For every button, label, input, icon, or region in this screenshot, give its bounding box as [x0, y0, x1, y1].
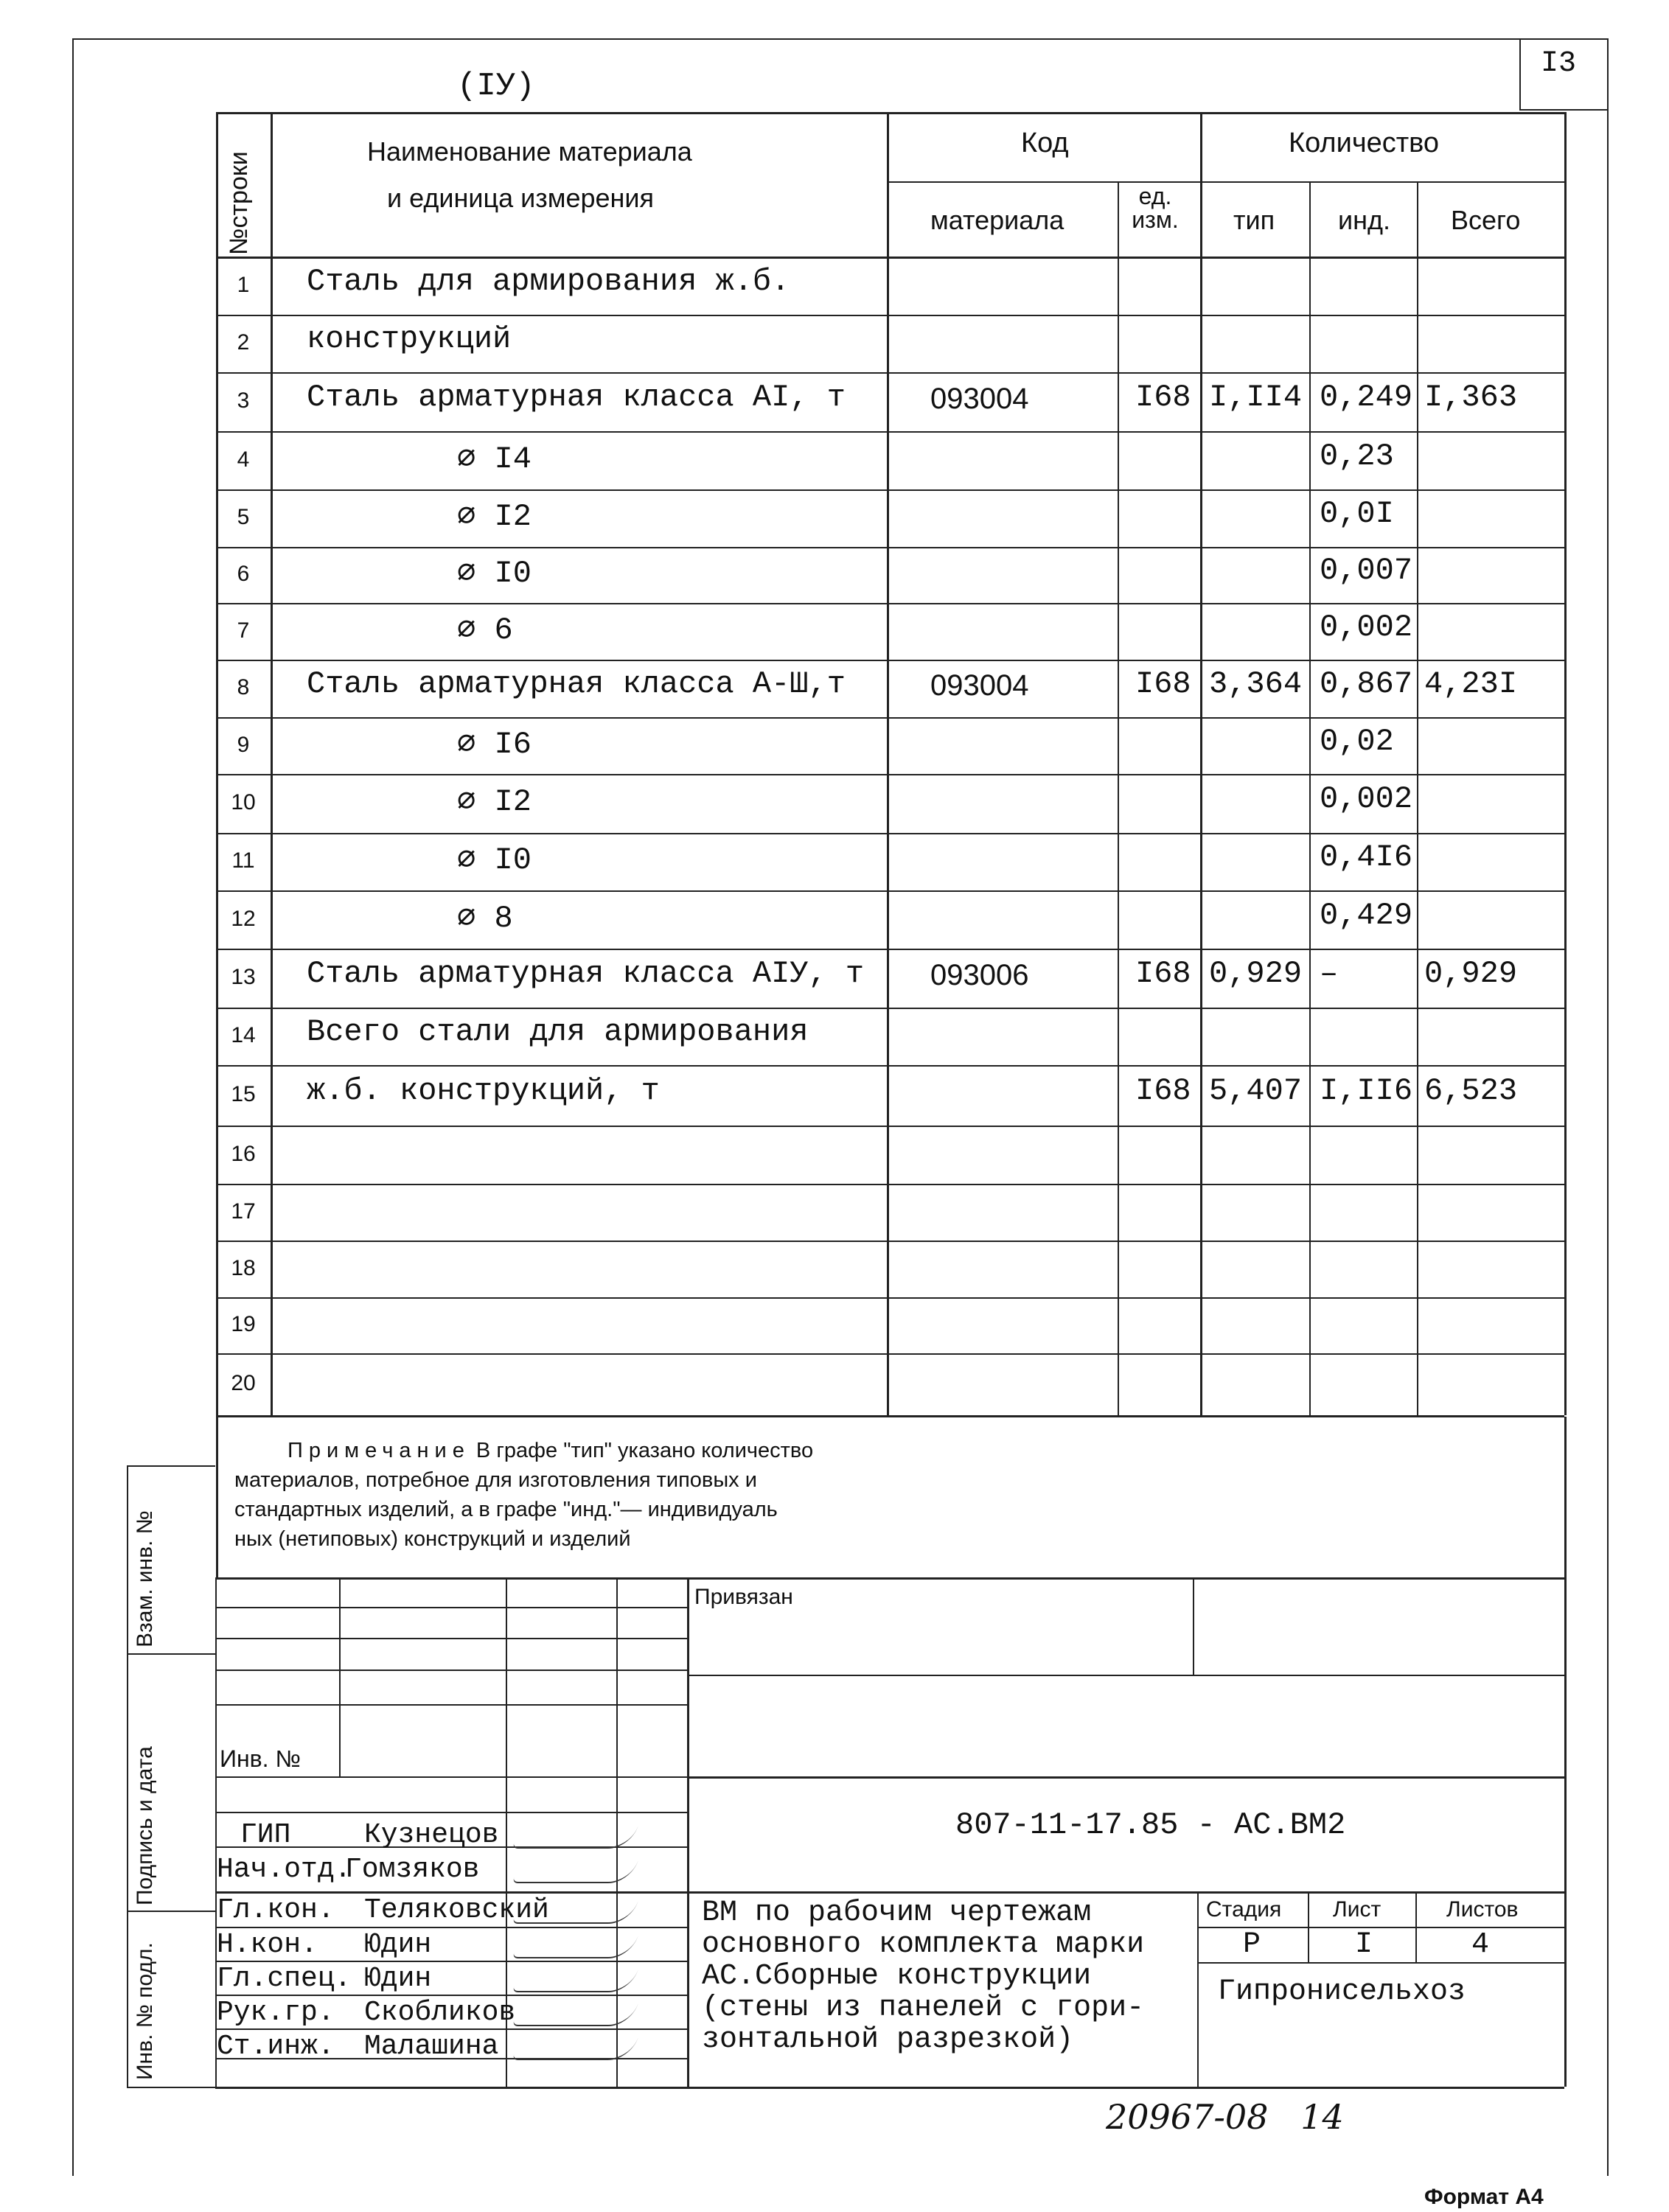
- document-title: [702, 1897, 1144, 2056]
- row-number: 18: [231, 1255, 256, 1280]
- signature-scribble: [512, 1827, 638, 1849]
- sheet-corner-number: I3: [1541, 47, 1577, 80]
- unit-code: I68: [1135, 666, 1191, 702]
- doc-title-line5: зонтальной разрезкой): [702, 2023, 1074, 2056]
- col-divider: [1200, 112, 1202, 1415]
- row-divider: [216, 315, 1564, 316]
- qty-ind: 0,429: [1320, 897, 1413, 933]
- row-number: 14: [231, 1023, 256, 1047]
- row-divider: [216, 660, 1564, 661]
- row-number: 12: [231, 906, 256, 931]
- qty-ind: 0,4I6: [1320, 840, 1413, 875]
- sheets-value: 4: [1471, 1928, 1490, 1961]
- staff-role: Гл.спец.: [217, 1963, 352, 1995]
- frame-left: [72, 38, 74, 2176]
- row-number: 15: [231, 1082, 256, 1106]
- stage-label: Стадия: [1206, 1897, 1282, 1922]
- qty-ind: –: [1320, 956, 1339, 991]
- row-number: 5: [237, 505, 250, 529]
- side-label-vzam-inv: Взам. инв. №: [133, 1510, 157, 1647]
- row-number: 13: [231, 965, 256, 989]
- material-name: ∅ I2: [457, 784, 532, 820]
- format-label: Формат А4: [1424, 2185, 1544, 2209]
- header-code: Код: [1021, 128, 1069, 158]
- row-number: 7: [237, 618, 250, 643]
- section-code: (IУ): [457, 68, 535, 105]
- unit-code: I68: [1135, 956, 1191, 991]
- row-divider: [216, 1241, 1564, 1242]
- row-number: 11: [231, 848, 255, 873]
- header-bottom-border: [216, 257, 1564, 259]
- staff-name: Гомзяков: [345, 1854, 480, 1885]
- header-row-number: №строки: [225, 151, 253, 255]
- staff-role: Гл.кон.: [217, 1894, 335, 1926]
- material-name: ∅ 8: [457, 900, 513, 936]
- frame-right: [1607, 38, 1609, 2176]
- material-name: ∅ 6: [457, 612, 513, 648]
- qty-ind: 0,002: [1320, 781, 1413, 817]
- staff-name: Кузнецов: [364, 1819, 499, 1851]
- staff-role: Ст.инж.: [217, 2031, 335, 2062]
- row-divider: [216, 774, 1564, 775]
- note-line2: материалов, потребное для изготовления типовых и: [234, 1468, 757, 1492]
- staff-role: ГИП: [240, 1819, 291, 1851]
- row-number: 19: [231, 1312, 256, 1336]
- col-divider: [1417, 181, 1418, 1415]
- unit-code: I68: [1135, 380, 1191, 415]
- signature-scribble: [512, 1936, 638, 1958]
- row-number: 9: [237, 732, 250, 757]
- side-label-podpis-data: Подпись и дата: [133, 1746, 157, 1905]
- row-divider: [216, 603, 1564, 604]
- row-divider: [216, 890, 1564, 892]
- row-divider: [216, 717, 1564, 719]
- header-qty-total: Всего: [1451, 205, 1521, 235]
- qty-ind: 0,02: [1320, 723, 1394, 759]
- qty-ind: 0,0I: [1320, 496, 1394, 531]
- row-divider: [216, 1353, 1564, 1355]
- row-number: 17: [231, 1199, 256, 1224]
- row-divider: [216, 949, 1564, 950]
- qty-ind: 0,249: [1320, 380, 1413, 415]
- header-code-unit: ед. изм.: [1132, 183, 1179, 233]
- signature-scribble: [512, 1902, 638, 1924]
- sheet-value: I: [1355, 1928, 1373, 1961]
- material-name: ∅ I0: [457, 842, 532, 878]
- footer-handwritten-number: 20967-08 14: [1106, 2097, 1344, 2137]
- col-divider: [1118, 181, 1119, 1415]
- doc-title-line4: (стены из панелей с гори-: [702, 1992, 1145, 2025]
- row-number: 20: [231, 1371, 256, 1395]
- material-name: Сталь арматурная класса А-Ш,т: [307, 666, 846, 702]
- header-name-line1: Наименование материала: [367, 136, 692, 167]
- document-code: 807-11-17.85 - АС.ВМ2: [955, 1807, 1346, 1843]
- sheets-label: Листов: [1446, 1897, 1519, 1922]
- header-sub-divider: [887, 181, 1564, 183]
- staff-name: Малашина: [364, 2031, 499, 2062]
- qty-type: 5,407: [1209, 1073, 1303, 1109]
- material-name: Сталь арматурная класса AIУ, т: [307, 956, 865, 991]
- header-name-line2: и единица измерения: [387, 183, 655, 213]
- header-qty-type: тип: [1233, 205, 1275, 235]
- qty-type: 3,364: [1209, 666, 1303, 702]
- material-name: ∅ I2: [457, 499, 532, 534]
- row-divider: [216, 1065, 1564, 1067]
- staff-role: Нач.отд.: [217, 1854, 352, 1885]
- row-divider: [216, 1126, 1564, 1127]
- row-divider: [216, 1415, 1564, 1417]
- qty-ind: 0,007: [1320, 553, 1413, 588]
- material-name: ∅ I6: [457, 726, 532, 762]
- frame-top: [72, 38, 1608, 40]
- note: [234, 1436, 813, 1554]
- material-name: ∅ I0: [457, 556, 532, 591]
- material-name: Сталь арматурная класса AI, т: [307, 380, 846, 415]
- row-number: 6: [237, 562, 250, 586]
- material-name: ∅ I4: [457, 441, 532, 477]
- row-number: 2: [237, 330, 250, 355]
- row-number: 10: [231, 790, 256, 814]
- row-number: 16: [231, 1141, 256, 1166]
- signature-scribble: [512, 1970, 638, 1992]
- col-divider: [887, 112, 889, 1415]
- note-label: Примечание: [288, 1439, 470, 1462]
- header-code-material: материала: [930, 205, 1065, 235]
- material-name: Сталь для армирования ж.б.: [307, 263, 790, 299]
- qty-ind: 0,867: [1320, 666, 1413, 702]
- material-name: ж.б. конструкций, т: [307, 1073, 660, 1109]
- row-divider: [216, 1008, 1564, 1009]
- signature-scribble: [512, 2004, 638, 2026]
- signature-scribble: [512, 1861, 638, 1883]
- header-qty-ind: инд.: [1338, 205, 1390, 235]
- note-line3: стандартных изделий, а в графе "инд."— индивидуаль: [234, 1498, 778, 1521]
- material-code: 093004: [930, 383, 1029, 415]
- staff-name: Юдин: [364, 1929, 432, 1961]
- note-line4: ных (нетиповых) конструкций и изделий: [234, 1527, 631, 1551]
- doc-title-line3: АС.Сборные конструкции: [702, 1960, 1092, 1993]
- doc-title-line2: основного комплекта марки: [702, 1928, 1145, 1961]
- qty-type: I,II4: [1209, 380, 1303, 415]
- material-name: Всего стали для армирования: [307, 1014, 809, 1050]
- qty-type: 0,929: [1209, 956, 1303, 991]
- row-divider: [216, 1184, 1564, 1185]
- row-number: 1: [237, 272, 250, 297]
- qty-ind: 0,23: [1320, 438, 1394, 474]
- staff-name: Скобликов: [364, 1997, 516, 2028]
- staff-name: Теляковский: [364, 1894, 549, 1926]
- row-number: 4: [237, 447, 250, 472]
- qty-total: 4,23I: [1424, 666, 1518, 702]
- doc-title-line1: ВМ по рабочим чертежам: [702, 1897, 1092, 1930]
- side-label-inv-podl: Инв. № подл.: [133, 1942, 157, 2080]
- row-divider: [216, 547, 1564, 548]
- inv-no-label: Инв. №: [220, 1745, 301, 1772]
- header-quantity: Количество: [1289, 128, 1440, 158]
- qty-total: I,363: [1424, 380, 1518, 415]
- row-divider: [216, 1297, 1564, 1299]
- stage-value: Р: [1243, 1928, 1261, 1961]
- staff-name: Юдин: [364, 1963, 432, 1995]
- row-divider: [216, 833, 1564, 834]
- staff-role: Рук.гр.: [217, 1997, 335, 2028]
- row-number: 3: [237, 388, 250, 413]
- row-divider: [216, 431, 1564, 433]
- qty-ind: 0,002: [1320, 609, 1413, 645]
- row-divider: [216, 372, 1564, 374]
- privyazan-label: Привязан: [694, 1585, 793, 1609]
- note-line1: В графе "тип" указано количество: [475, 1439, 814, 1462]
- qty-total: 6,523: [1424, 1073, 1518, 1109]
- table-top-border: [216, 112, 1564, 114]
- material-code: 093004: [930, 669, 1029, 702]
- qty-ind: I,II6: [1320, 1073, 1413, 1109]
- table-right-border: [1564, 112, 1567, 1415]
- col-divider: [271, 112, 273, 1415]
- staff-role: Н.кон.: [217, 1929, 318, 1961]
- material-code: 093006: [930, 959, 1029, 991]
- signature-scribble: [512, 2038, 638, 2060]
- material-name: конструкций: [307, 321, 512, 357]
- col-divider: [1309, 181, 1311, 1415]
- row-divider: [216, 489, 1564, 491]
- sheet-label: Лист: [1333, 1897, 1381, 1922]
- unit-code: I68: [1135, 1073, 1191, 1109]
- row-number: 8: [237, 675, 250, 699]
- qty-total: 0,929: [1424, 956, 1518, 991]
- organization: Гипронисельхоз: [1218, 1975, 1466, 2009]
